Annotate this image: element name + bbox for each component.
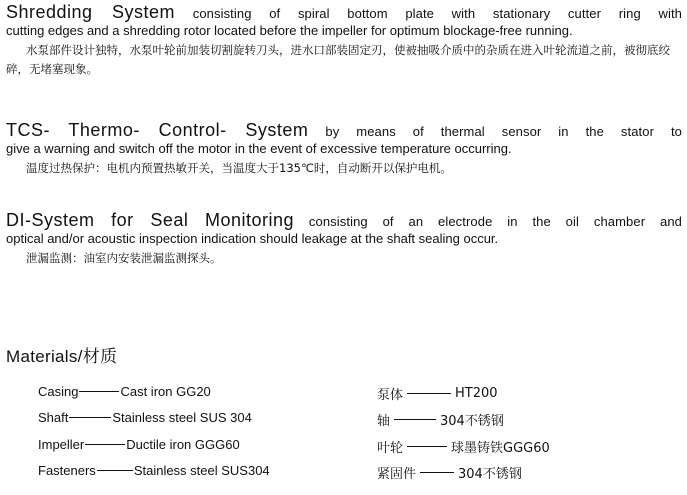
material-value: HT200	[455, 386, 498, 401]
material-value: 304不锈钢	[440, 414, 504, 429]
section-chinese-text: 泄漏监测：油室内安装泄漏监测探头。	[26, 251, 222, 265]
material-part: 紧固件	[377, 467, 417, 482]
material-row-zh-shaft	[377, 410, 504, 429]
material-row-zh-impeller	[377, 437, 550, 456]
leader-line	[407, 446, 447, 447]
section-text-line2: optical and/or acoustic inspection indication should leakage at the shaft sealing occur.	[6, 231, 499, 246]
material-part: Casing	[38, 384, 79, 399]
section-tcs-system	[6, 122, 682, 178]
material-value: Cast iron GG20	[120, 384, 211, 399]
section-di-system	[6, 212, 682, 268]
material-value: Stainless steel SUS304	[133, 463, 270, 478]
material-row-zh-casing	[377, 384, 498, 403]
leader-line	[97, 470, 133, 471]
material-part: Shaft	[38, 410, 69, 425]
section-english-text	[6, 4, 682, 22]
material-value: 球墨铸铁GGG60	[451, 441, 550, 456]
section-english-text	[6, 122, 682, 140]
section-heading: DI-System for Seal Monitoring	[6, 210, 295, 230]
section-text-line2: cutting edges and a shredding rotor located before the impeller for optimum blockage-free running.	[6, 23, 573, 38]
section-text-line1: by means of thermal sensor in the stator to	[325, 124, 682, 139]
materials-title: Materials/材质	[6, 347, 118, 366]
material-part: Fasteners	[38, 463, 96, 478]
material-part: 泵体	[377, 388, 404, 403]
material-row-impeller	[38, 437, 240, 452]
section-heading: TCS- Thermo- Control- System	[6, 120, 309, 140]
material-value: Stainless steel SUS 304	[112, 410, 252, 425]
leader-line	[79, 391, 119, 392]
leader-line	[407, 393, 451, 394]
section-english-text	[6, 212, 682, 230]
leader-line	[69, 417, 111, 418]
material-value: Ductile iron GGG60	[126, 437, 240, 452]
section-shredding-system	[6, 4, 682, 79]
section-text-line2: give a warning and switch off the motor in the event of excessive temperature occurring.	[6, 141, 512, 156]
material-part: 轴	[377, 414, 391, 429]
leader-line	[85, 444, 125, 445]
material-row-shaft	[38, 410, 252, 425]
section-chinese-text: 温度过热保护：电机内预置热敏开关，当温度大于135℃时，自动断开以保护电机。	[26, 161, 452, 175]
section-text-line1: consisting of spiral bottom plate with stationary cutter ring with	[192, 6, 682, 21]
material-part: 叶轮	[377, 441, 404, 456]
material-row-casing	[38, 384, 211, 399]
leader-line	[420, 472, 454, 473]
material-value: 304不锈钢	[458, 467, 522, 482]
section-chinese-text: 水泵部件设计独特，水泵叶轮前加装切割旋转刀头，进水口部装固定刃，使被抽吸介质中的杂质在进入叶轮流道之前，被彻底绞碎，无堵塞现象。	[6, 43, 670, 76]
material-row-fasteners	[38, 463, 270, 478]
material-row-zh-fasteners	[377, 463, 522, 482]
leader-line	[394, 419, 436, 420]
section-text-line1: consisting of an electrode in the oil chamber and	[308, 214, 682, 229]
section-heading: Shredding System	[6, 2, 176, 22]
material-part: Impeller	[38, 437, 85, 452]
